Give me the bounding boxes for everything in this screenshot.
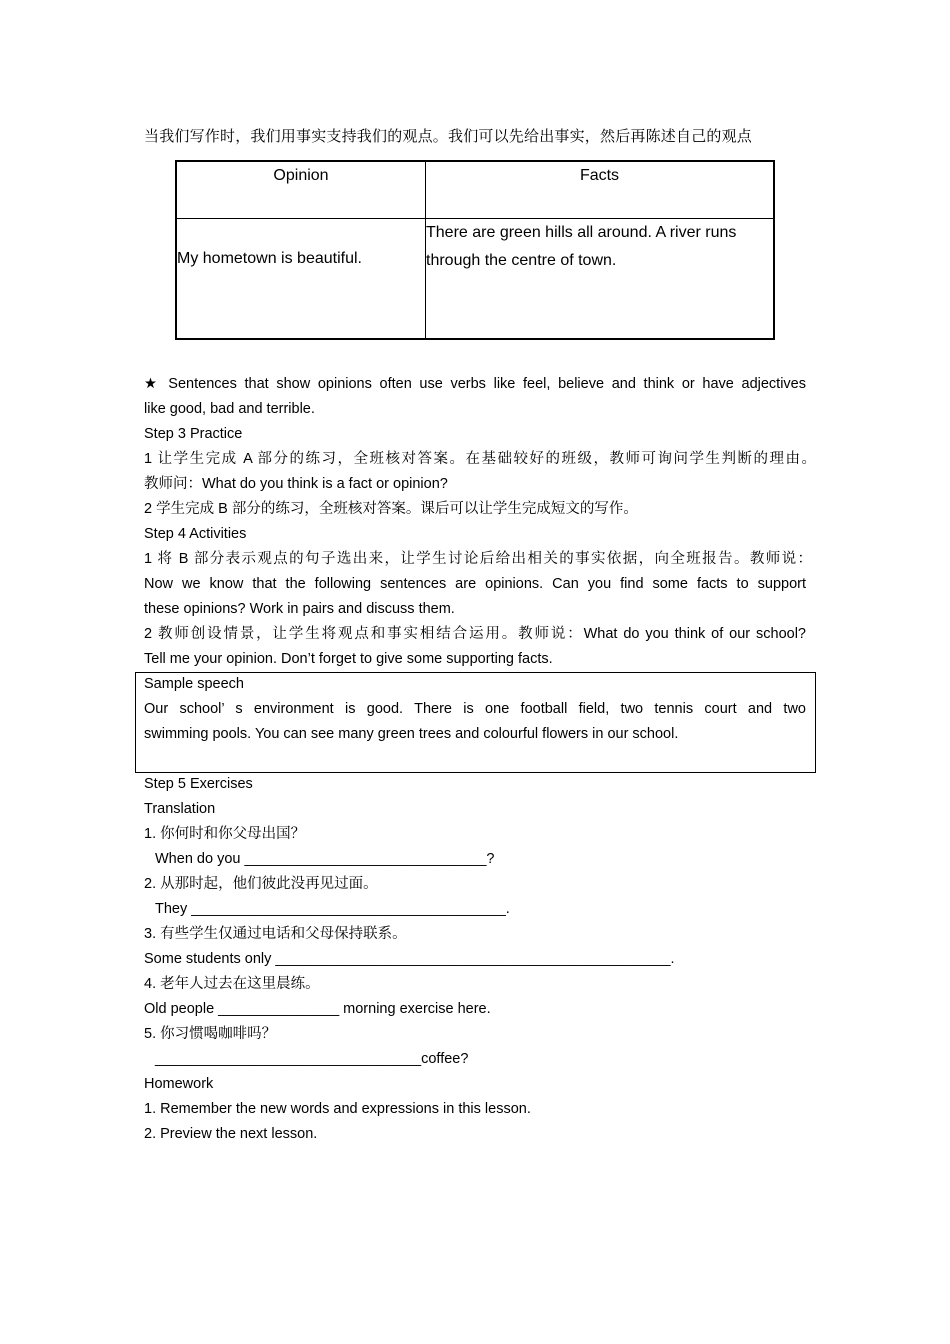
homework-title: Homework	[144, 1076, 214, 1092]
opinion-facts-table	[175, 160, 775, 340]
step3-item1-line1: 1 让学生完成 A 部分的练习，全班核对答案。在基础较好的班级，教师可询问学生判断的理由。	[144, 451, 816, 467]
step3-title: Step 3 Practice	[144, 426, 243, 442]
sample-speech-line1: Our school’ s environment is good. There is one football field, two tennis court and two	[144, 701, 806, 717]
step4-item1-line1: 1 将 B 部分表示观点的句子选出来，让学生讨论后给出相关的事实依据，向全班报告。教师说：	[144, 551, 812, 567]
facts-line-1: There are green hills all around. A river runs	[426, 224, 737, 241]
step4-item2-line1: 2 教师创设情景，让学生将观点和事实相结合运用。教师说：What do you think of our school?	[144, 626, 806, 642]
table-row	[176, 219, 774, 340]
facts-line-2: through the centre of town.	[426, 252, 617, 269]
answer-5: _________________________________coffee?	[155, 1051, 469, 1067]
homework-item-1: 1. Remember the new words and expressions in this lesson.	[144, 1101, 531, 1117]
homework-item-2: 2. Preview the next lesson.	[144, 1126, 318, 1142]
question-3: 3. 有些学生仅通过电话和父母保持联系。	[144, 926, 407, 942]
answer-4: Old people _______________ morning exercise here.	[144, 1001, 491, 1017]
step3-item1-line2: 教师问：What do you think is a fact or opinion?	[144, 476, 448, 492]
intro-text: 当我们写作时，我们用事实支持我们的观点。我们可以先给出事实，然后再陈述自己的观点	[144, 127, 753, 145]
answer-2: They _______________________________________.	[155, 901, 510, 917]
step3-item2: 2 学生完成 B 部分的练习，全班核对答案。课后可以让学生完成短文的写作。	[144, 501, 638, 517]
note-line-2: like good, bad and terrible.	[144, 401, 315, 417]
step4-item2-line2: Tell me your opinion. Don’t forget to give some supporting facts.	[144, 651, 553, 667]
answer-1: When do you ______________________________?	[155, 851, 495, 867]
answer-3: Some students only _________________________________________________.	[144, 951, 675, 967]
opinion-cell: My hometown is beautiful.	[176, 219, 426, 340]
question-5: 5. 你习惯喝咖啡吗？	[144, 1026, 277, 1042]
translation-heading: Translation	[144, 801, 216, 817]
question-2: 2. 从那时起，他们彼此没再见过面。	[144, 876, 378, 892]
step4-item1-line3: these opinions? Work in pairs and discuss them.	[144, 601, 455, 617]
facts-cell	[426, 219, 775, 340]
step4-item1-line2: Now we know that the following sentences are opinions. Can you find some facts to support	[144, 576, 806, 592]
step5-title: Step 5 Exercises	[144, 776, 253, 792]
sample-speech-line2: swimming pools. You can see many green trees and colourful flowers in our school.	[144, 726, 679, 742]
header-opinion: Opinion	[176, 161, 426, 219]
question-1: 1. 你何时和你父母出国？	[144, 826, 306, 842]
table-header-row	[176, 161, 774, 219]
header-facts: Facts	[426, 161, 775, 219]
question-4: 4. 老年人过去在这里晨练。	[144, 976, 320, 992]
note-line-1: ★ Sentences that show opinions often use verbs like feel, believe and think or have adjectives	[144, 376, 806, 392]
step4-title: Step 4 Activities	[144, 526, 247, 542]
sample-speech-title: Sample speech	[144, 676, 244, 692]
